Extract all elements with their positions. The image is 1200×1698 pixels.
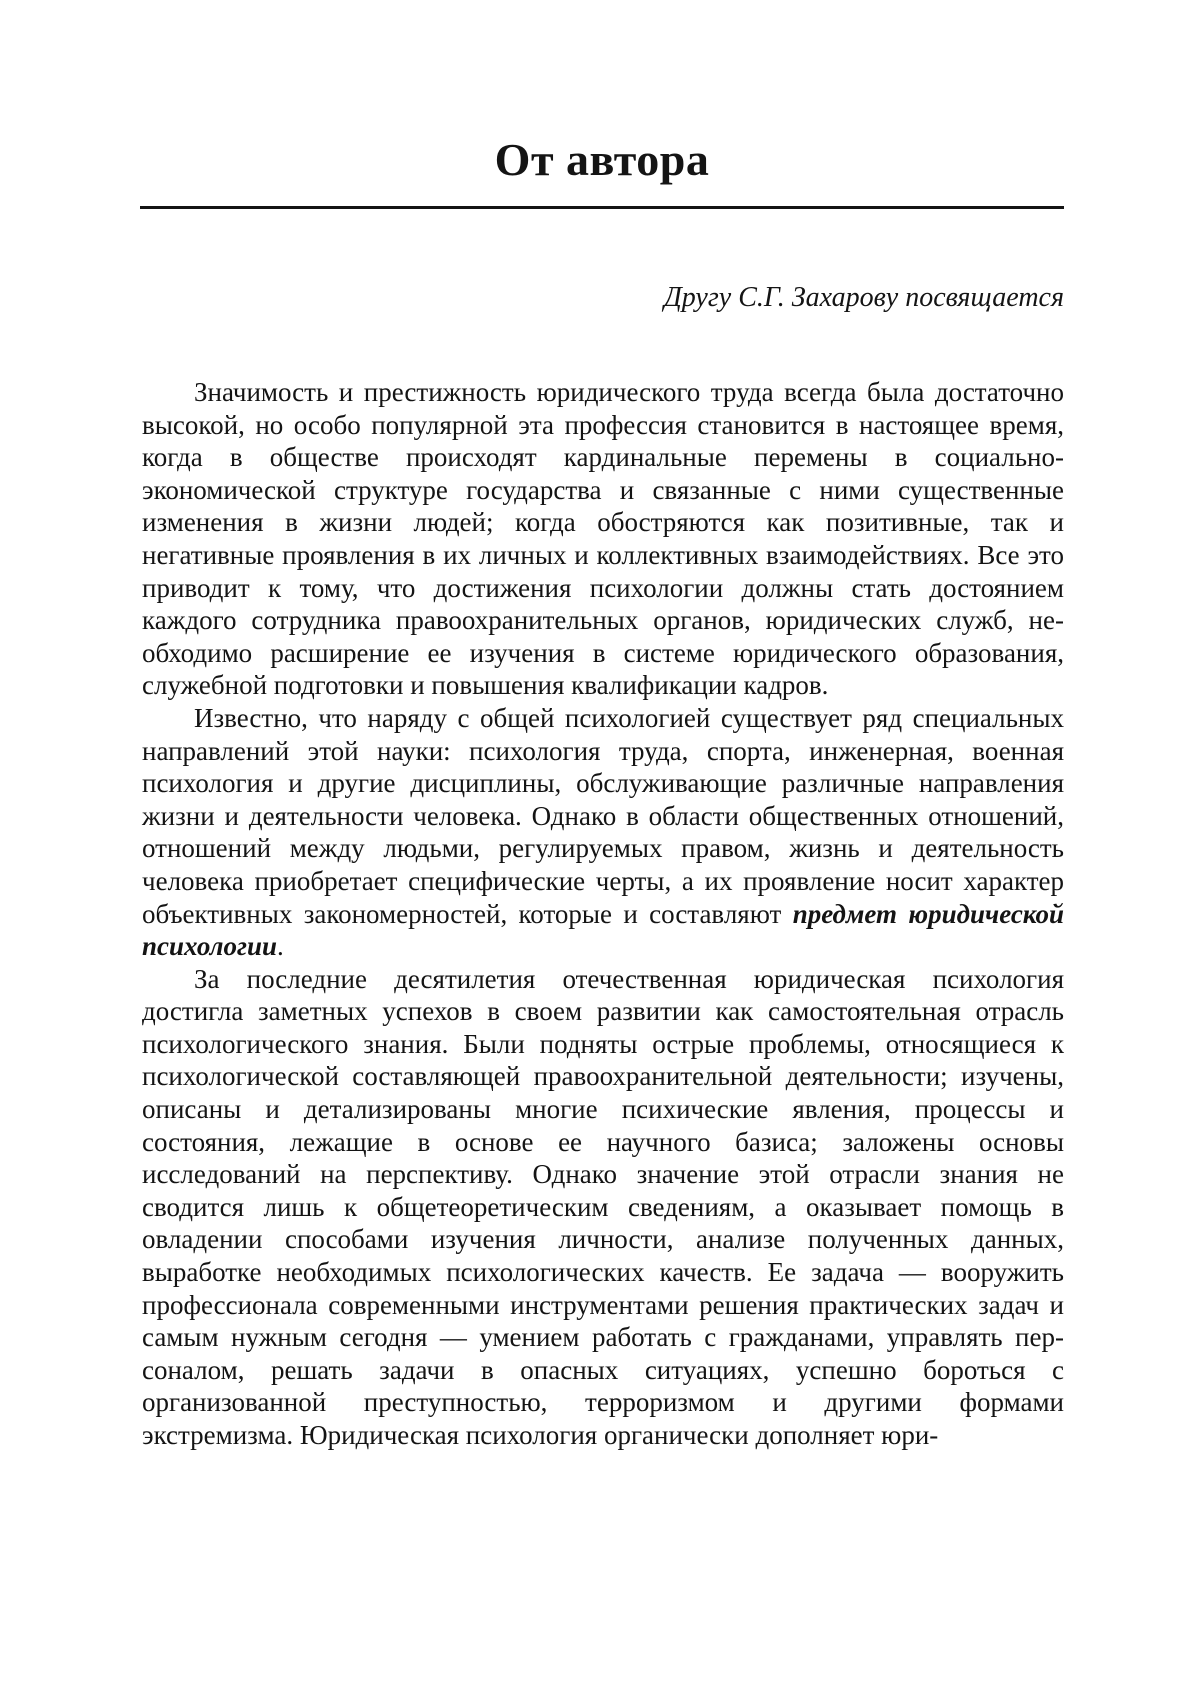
dedication: Другу С.Г. Захарову посвящается bbox=[664, 280, 1064, 316]
paragraph-2-end: . bbox=[277, 931, 284, 961]
book-page bbox=[0, 0, 1200, 1698]
title-divider bbox=[140, 206, 1064, 209]
paragraph-2 bbox=[142, 702, 1064, 963]
paragraph-1: Значимость и престижность юридического труда всегда была достаточно высокой, но особо популярной эта профессия становит­ся в настоящее время, когда в обществе происходят кардинальные перемены в социально-экономической структуре государства и свя­занные с ними существенные изменения в жизни людей; когда обостряются как позитивные, так и негативные проявления в их личных и коллективных взаимодействиях. Все это приводит к то­му, что достижения психологии должны стать достоянием каждого сотрудника правоохранительных органов, юридических служб, не­обходимо расширение ее изучения в системе юридического образо­вания, служебной подготовки и повышения квалификации кадров. bbox=[142, 376, 1064, 702]
paragraph-2-emphasis: предмет юридической пси­хологии bbox=[142, 899, 1064, 962]
paragraph-2-text: Известно, что наряду с общей психологией существует ряд спе­циальных направлений этой науки: психология труда, спорта, ин­женерная, военная психология и другие дисциплины, обслуживаю­щие различные направления жизни и деятельности человека. Одна­ко в области общественных отношений, отношений между людьми, регулируемых правом, жизнь и деятельность человека приобретает специфические черты, а их проявление носит характер объективных закономерностей, которые и составляют bbox=[142, 703, 1064, 929]
chapter-title: От автора bbox=[140, 132, 1064, 188]
body-text bbox=[142, 376, 1064, 1452]
paragraph-3: За последние десятилетия отечественная юридическая психоло­гия достигла заметных успехов в своем развитии как самостоятельная отрасль психологического знания. Были подняты острые проблемы, относящиеся к психологической составляющей правоохранительной деятельности; изучены, описаны и детализированы многие психиче­ские явления, процессы и состояния, лежащие в основе ее научного базиса; заложены основы исследований на перспективу. Однако зна­чение этой отрасли знания не сводится лишь к общетеоретическим сведениям, а оказывает помощь в овладении способами изучения личности, анализе полученных данных, выработке необходимых психологических качеств. Ее задача — вооружить профессионала современными инструментами решения практических задач и самым нужным сегодня — умением работать с гражданами, управлять пер­соналом, решать задачи в опасных ситуациях, успешно бороться с организованной преступностью, терроризмом и другими формами экстремизма. Юридическая психология органически дополняет юри- bbox=[142, 963, 1064, 1452]
